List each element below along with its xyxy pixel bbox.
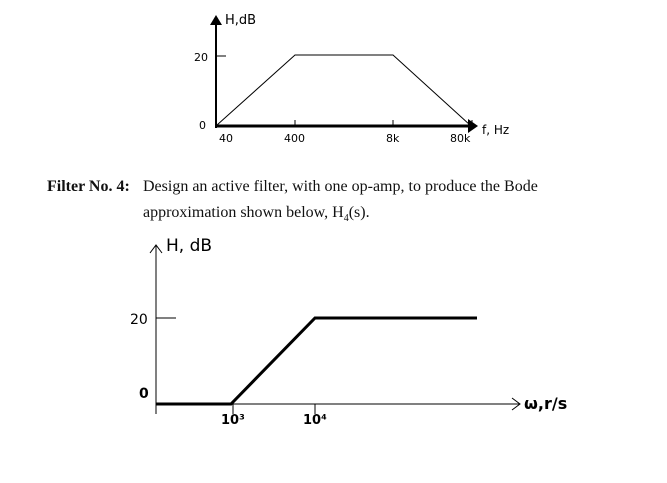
top-ytick-label-20: 20: [194, 51, 208, 64]
problem-line-2-suffix: (s).: [348, 204, 370, 221]
top-xtick-label-8k: 8k: [386, 132, 400, 145]
problem-label: Filter No. 4:: [47, 178, 130, 195]
bottom-xtick-label-1e4: 10⁴: [303, 413, 327, 428]
problem-line-1: Design an active filter, with one op-amp, to produce the Bode: [143, 178, 538, 195]
bottom-xtick-label-1e3: 10³: [221, 413, 245, 428]
top-xtick-label-40: 40: [219, 132, 233, 145]
top-ylabel: H,dB: [225, 13, 257, 28]
bottom-ytick-label-20: 20: [130, 312, 148, 328]
top-xlabel: f, Hz: [482, 123, 510, 137]
bottom-response-curve: [156, 318, 477, 404]
top-xtick-label-80k: 80k: [450, 132, 471, 145]
top-ytick-label-0: 0: [199, 119, 206, 132]
bottom-ylabel: H, dB: [166, 236, 213, 256]
top-xtick-label-400: 400: [284, 132, 305, 145]
bottom-xlabel: ω,r/s: [524, 394, 568, 413]
bottom-ytick-label-0: 0: [139, 386, 149, 402]
problem-line-2-subscript: 4: [343, 213, 349, 225]
problem-line-2-prefix: approximation shown below, H: [143, 204, 344, 221]
